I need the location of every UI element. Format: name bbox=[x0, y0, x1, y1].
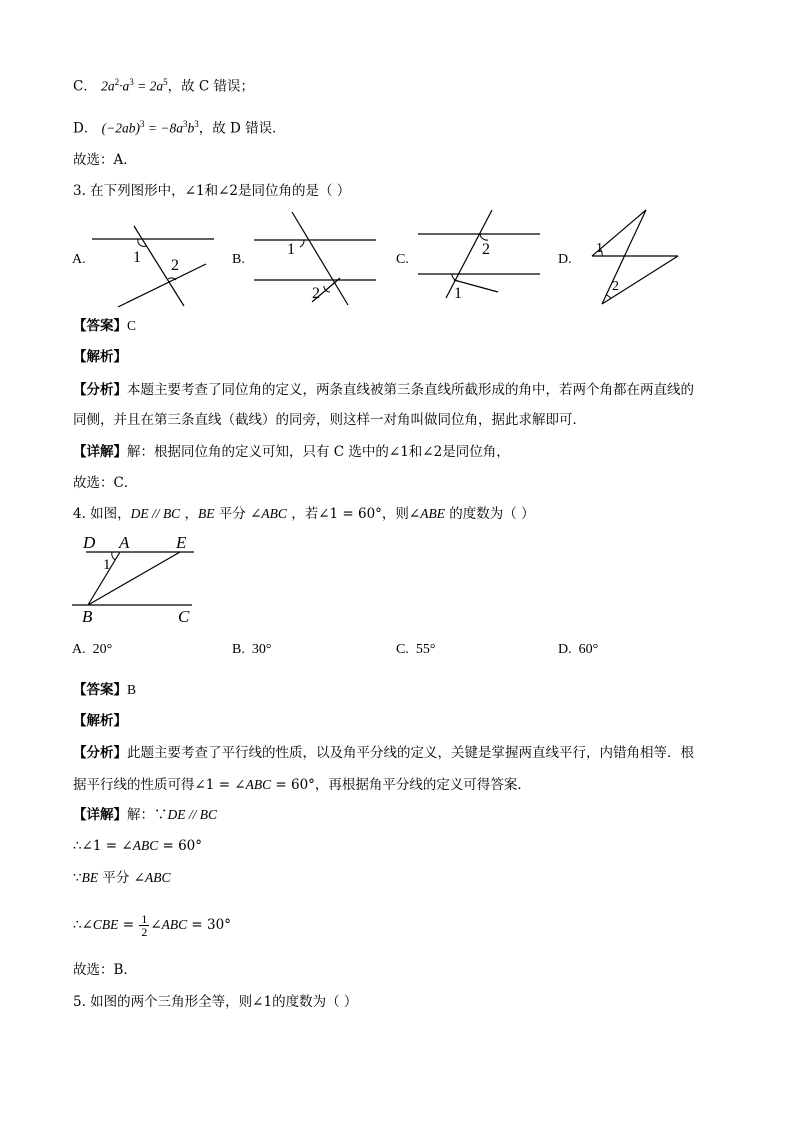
option-label: A. bbox=[72, 642, 86, 657]
q4-fenxi-line-2 bbox=[73, 775, 531, 795]
q4-point-d: D bbox=[83, 533, 96, 552]
q4-option-d bbox=[558, 640, 598, 660]
q3-fenxi-line-1 bbox=[73, 380, 694, 400]
option-value: 30° bbox=[251, 642, 272, 657]
option-label: C. bbox=[396, 642, 409, 657]
fig-b-transversal-1 bbox=[292, 212, 348, 305]
option-label: B. bbox=[232, 642, 245, 657]
q4-figure bbox=[68, 532, 208, 628]
q4-math: ABC bbox=[261, 506, 287, 521]
q4-text: ， bbox=[180, 506, 198, 522]
fig-b-angle2-label: 2 bbox=[312, 285, 320, 302]
q3-figure-b bbox=[250, 210, 380, 310]
q3-option-c-label: C. bbox=[396, 252, 409, 267]
fig-a-angle1-label: 1 bbox=[133, 249, 141, 266]
fraction-one-half bbox=[139, 913, 149, 938]
q3-option-a-label: A. bbox=[72, 252, 86, 267]
q4-point-e: E bbox=[176, 533, 187, 552]
conclusion-text: ，故 C 错误； bbox=[167, 78, 255, 95]
q4-math: BC bbox=[162, 506, 181, 521]
xiangjie-text: ∠ bbox=[150, 917, 162, 933]
xiangjie-tag: 【详解】 bbox=[73, 444, 127, 460]
choice-d-line bbox=[73, 114, 286, 139]
q4-jiexi-tag: 【解析】 bbox=[73, 713, 127, 729]
xiangjie-math: ABC bbox=[145, 870, 171, 885]
fig-c-angle2-arc bbox=[480, 234, 488, 240]
fig-b-angle1-arc bbox=[300, 240, 304, 247]
q4-option-b bbox=[232, 640, 271, 660]
exponent: 3 bbox=[139, 119, 145, 129]
q4-point-c: C bbox=[178, 607, 190, 626]
option-value: 55° bbox=[415, 642, 436, 657]
fenxi-text: 本题主要考查了同位角的定义，两条直线被第三条直线所截形成的角中，若两个角都在两直线的 bbox=[127, 382, 694, 398]
math-term: ·a bbox=[119, 78, 130, 94]
q4-text: 平分 ∠ bbox=[214, 506, 262, 522]
option-value: 20° bbox=[92, 642, 113, 657]
select-a-line: 故选：A． bbox=[73, 152, 137, 168]
fig-d-angle2-label: 2 bbox=[612, 279, 619, 294]
xiangjie-text: = 30° bbox=[187, 917, 231, 933]
math-term: (−2ab) bbox=[101, 120, 140, 136]
fig-c-angle2-label: 2 bbox=[482, 241, 490, 258]
conclusion-text: ，故 D 错误． bbox=[198, 120, 286, 137]
fig-d-angle2-arc bbox=[606, 295, 611, 299]
select-b-line: 故选：B． bbox=[73, 962, 137, 978]
choice-c-line bbox=[73, 72, 254, 97]
q3-figure-c bbox=[414, 208, 544, 308]
math-term: b bbox=[187, 120, 195, 136]
q3-fenxi-line-2: 同侧，并且在第三条直线（截线）的同旁，则这样一对角叫做同位角，据此求解即可． bbox=[73, 412, 586, 428]
xiangjie-text: = 60° bbox=[158, 838, 203, 854]
fenxi-text: = 60°，再根据角平分线的定义可得答案． bbox=[271, 777, 531, 793]
xiangjie-math: CBE bbox=[92, 917, 119, 932]
xiangjie-text: = bbox=[118, 917, 139, 933]
q4-math: DE bbox=[130, 506, 149, 521]
q3-jiexi-tag: 【解析】 bbox=[73, 349, 127, 365]
choice-label: D． bbox=[73, 120, 98, 137]
xiangjie-tag: 【详解】 bbox=[73, 807, 127, 823]
q4-line-be bbox=[88, 552, 180, 605]
q4-xiangjie-line-1 bbox=[73, 805, 217, 825]
exponent: 2 bbox=[114, 77, 120, 87]
fig-c-angle1-label: 1 bbox=[454, 285, 462, 302]
xiangjie-math: ABC bbox=[161, 917, 188, 932]
q4-text: 4. 如图， bbox=[73, 506, 131, 522]
math-term: = 2a bbox=[133, 78, 164, 94]
fraction-denominator: 2 bbox=[141, 925, 148, 939]
math-term: 2a bbox=[101, 78, 115, 94]
xiangjie-text: 解：根据同位角的定义可知，只有 C 选中的∠1和∠2是同位角， bbox=[127, 444, 510, 460]
fig-d-angle1-label: 1 bbox=[596, 241, 603, 256]
xiangjie-text: 解：∵ bbox=[127, 807, 168, 823]
answer-tag: 【答案】 bbox=[73, 682, 127, 698]
exponent: 3 bbox=[129, 77, 134, 87]
q4-xiangjie-line-4 bbox=[73, 910, 231, 940]
xiangjie-text: ∴∠ bbox=[73, 917, 93, 933]
xiangjie-text: ∵ bbox=[73, 870, 82, 886]
q4-option-a bbox=[72, 640, 112, 660]
xiangjie-math: BE bbox=[81, 870, 99, 885]
q3-figure-a bbox=[88, 224, 218, 314]
choice-label: C． bbox=[73, 78, 97, 95]
option-value: 60° bbox=[578, 642, 599, 657]
q3-figure-d bbox=[578, 208, 688, 308]
answer-value: C bbox=[127, 318, 137, 333]
answer-value: B bbox=[127, 682, 137, 697]
xiangjie-text: ∴∠1 = ∠ bbox=[73, 838, 133, 854]
fig-b-angle1-label: 1 bbox=[287, 241, 295, 258]
q3-answer-line bbox=[73, 316, 136, 336]
q4-math: // bbox=[148, 506, 163, 521]
option-label: D. bbox=[558, 642, 572, 657]
fenxi-tag: 【分析】 bbox=[73, 382, 127, 398]
xiangjie-math: DE // BC bbox=[167, 807, 217, 822]
fenxi-tag: 【分析】 bbox=[73, 745, 127, 761]
exponent: 3 bbox=[194, 119, 199, 129]
fenxi-math: ABC bbox=[245, 777, 272, 792]
q4-fenxi-line-1 bbox=[73, 743, 694, 763]
q4-angle1-arc bbox=[112, 552, 115, 560]
q4-xiangjie-line-2 bbox=[73, 836, 202, 856]
q4-point-a: A bbox=[119, 533, 130, 552]
q4-xiangjie-line-3 bbox=[73, 868, 171, 888]
q4-option-c bbox=[396, 640, 435, 660]
xiangjie-text: 平分 ∠ bbox=[98, 870, 145, 886]
q4-answer-line bbox=[73, 680, 136, 700]
question-3: 3. 在下列图形中，∠1和∠2是同位角的是（ ） bbox=[73, 183, 351, 199]
q4-text: 的度数为（ ） bbox=[444, 506, 535, 522]
fraction-numerator: 1 bbox=[141, 912, 148, 926]
q4-text: ，若∠1 = 60°，则∠ bbox=[286, 506, 421, 522]
q4-point-b: B bbox=[82, 607, 93, 626]
select-c-line: 故选：C． bbox=[73, 475, 138, 491]
fenxi-text: 据平行线的性质可得∠1 = ∠ bbox=[73, 777, 246, 793]
fenxi-text: 此题主要考查了平行线的性质，以及角平分线的定义，关键是掌握两直线平行，内错角相等．根 bbox=[127, 745, 694, 761]
q3-option-d-label: D. bbox=[558, 252, 572, 267]
q4-math: ABE bbox=[420, 506, 445, 521]
math-term: = −8a bbox=[144, 120, 183, 136]
fig-a-angle2-label: 2 bbox=[171, 257, 179, 274]
q4-math: BE bbox=[198, 506, 215, 521]
q4-angle1-label: 1 bbox=[103, 557, 111, 573]
answer-tag: 【答案】 bbox=[73, 318, 127, 334]
question-5: 5. 如图的两个三角形全等，则∠1的度数为（ ） bbox=[73, 994, 358, 1010]
question-4 bbox=[73, 504, 535, 524]
exponent: 3 bbox=[182, 119, 188, 129]
q3-xiangjie-line bbox=[73, 442, 510, 462]
xiangjie-math: ABC bbox=[132, 838, 159, 853]
exponent: 5 bbox=[163, 77, 168, 87]
q3-option-b-label: B. bbox=[232, 252, 245, 267]
